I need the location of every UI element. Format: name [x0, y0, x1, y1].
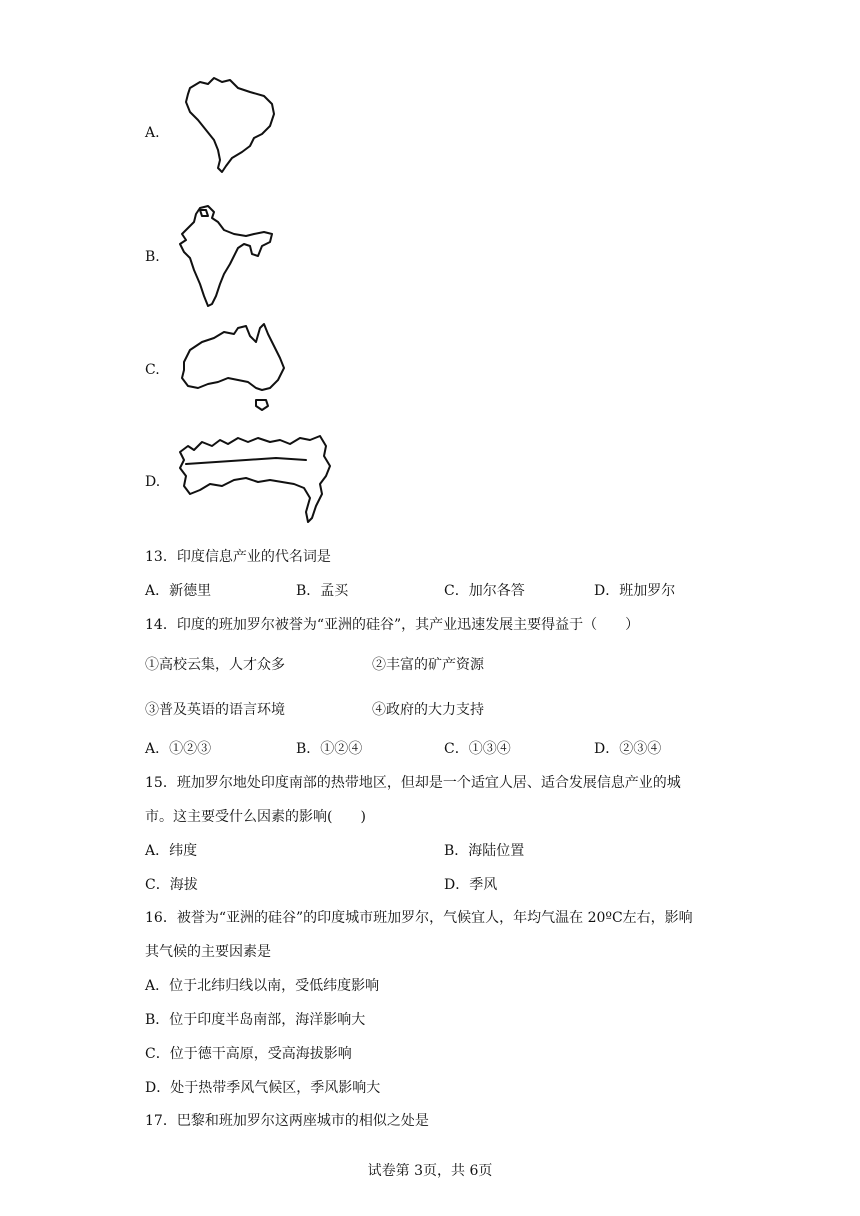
q15-option-c[interactable]: C．海拔	[145, 877, 198, 893]
option-d-label[interactable]: D.	[145, 474, 161, 490]
q14-option-b[interactable]: B．①②④	[296, 741, 363, 757]
q13-option-d[interactable]: D．班加罗尔	[594, 583, 676, 599]
q15-stem-line2: 市。这主要受什么因素的影响( )	[145, 809, 366, 825]
q13-stem: 13．印度信息产业的代名词是	[145, 549, 331, 565]
q14-option-c[interactable]: C．①③④	[444, 741, 511, 757]
q15-option-d[interactable]: D．季风	[444, 877, 498, 893]
q15-option-b[interactable]: B．海陆位置	[444, 843, 525, 859]
q16-option-d[interactable]: D．处于热带季风气候区，季风影响大	[145, 1080, 381, 1096]
q13-option-a[interactable]: A．新德里	[145, 583, 212, 599]
q14-option-d[interactable]: D．②③④	[594, 741, 662, 757]
south-america-outline-icon	[180, 74, 280, 174]
q13-option-c[interactable]: C．加尔各答	[444, 583, 525, 599]
q16-option-b[interactable]: B．位于印度半岛南部，海洋影响大	[145, 1012, 366, 1028]
q14-item-4: ④政府的大力支持	[372, 702, 484, 718]
q14-stem: 14．印度的班加罗尔被誉为“亚洲的硅谷”，其产业迅速发展主要得益于（ ）	[145, 617, 640, 633]
option-b-label[interactable]: B.	[145, 249, 160, 265]
australia-outline-icon	[178, 322, 288, 412]
q17-stem: 17．巴黎和班加罗尔这两座城市的相似之处是	[145, 1113, 429, 1129]
page-footer: 试卷第 3页，共 6页	[367, 1163, 493, 1179]
q15-option-a[interactable]: A．纬度	[145, 843, 198, 859]
q16-stem-line1: 16．被誉为“亚洲的硅谷”的印度城市班加罗尔，气候宜人，年均气温在 20ºC左右，影响	[145, 910, 693, 926]
india-outline-icon	[178, 204, 278, 314]
q15-stem-line1: 15．班加罗尔地处印度南部的热带地区，但却是一个适宜人居、适合发展信息产业的城	[145, 775, 681, 791]
q13-option-b[interactable]: B．孟买	[296, 583, 349, 599]
q14-item-3: ③普及英语的语言环境	[145, 702, 285, 718]
q16-option-c[interactable]: C．位于德干高原，受高海拔影响	[145, 1046, 352, 1062]
q14-item-2: ②丰富的矿产资源	[372, 657, 484, 673]
option-a-label[interactable]: A.	[145, 125, 160, 141]
q16-option-a[interactable]: A．位于北纬归线以南，受低纬度影响	[145, 978, 380, 994]
q16-stem-line2: 其气候的主要因素是	[145, 944, 271, 960]
q14-item-1: ①高校云集，人才众多	[145, 657, 285, 673]
option-c-label[interactable]: C.	[145, 362, 160, 378]
q14-option-a[interactable]: A．①②③	[145, 741, 212, 757]
russia-outline-icon	[176, 432, 336, 524]
